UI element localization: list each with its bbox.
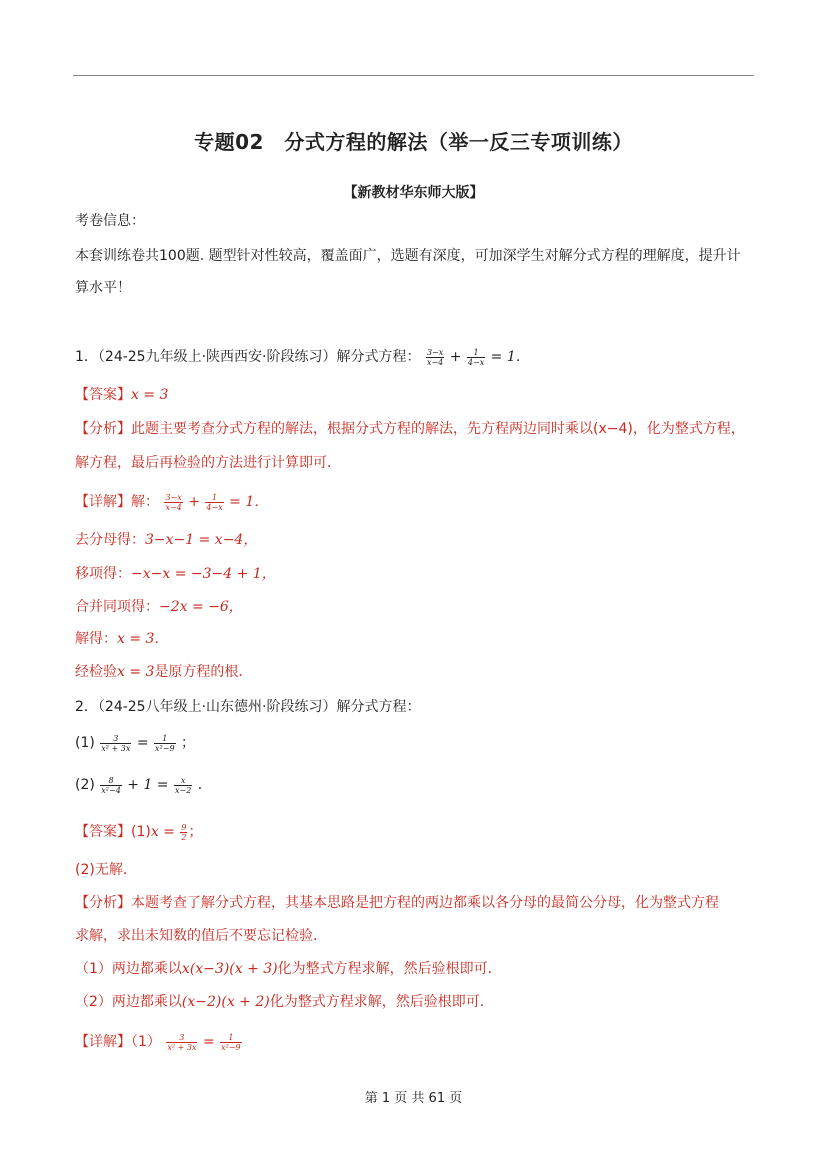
q1-answer: 【答案】x = 3	[75, 387, 169, 403]
q1-stem: 1．（24-25九年级上·陕西西安·阶段练习）解分式方程： $\frac{3-x}{x-4}$ + $\frac{1}{4-x}$ = 1．	[75, 347, 530, 367]
q2-part2: (2) $\frac{8}{\text{x²−4}}$ + 1 = $\frac{x}{x-2}$ ．	[75, 775, 212, 795]
q1-step2: 移项得：−x−x = −3−4 + 1，	[75, 566, 276, 582]
q2-part1: (1) $\frac{3}{\text{x² + 3x}}$ = $\frac{1}{\text{x²−9}}$ ；	[75, 733, 196, 753]
page-title: 专题02 分式方程的解法（举一反三专项训练）	[194, 130, 633, 154]
q1-step1: 去分母得：3−x−1 = x−4，	[75, 532, 258, 548]
q2-answer: 【答案】(1)x = $\frac{9}{2}$ ；	[75, 822, 203, 842]
q1-analysis-line2: 解方程，最后再检验的方法进行计算即可．	[75, 455, 341, 471]
edition-label: 【新教材华东师大版】	[343, 185, 484, 201]
q2-detail: 【详解】（1） $\frac{3}{\text{x² + 3x}}$ = $\frac{1}{\text{x²−9}}$	[75, 1032, 241, 1052]
page-footer: 第 1 页 共 61 页	[364, 1091, 463, 1106]
q1-step4: 解得：x = 3．	[75, 631, 169, 647]
info-desc-line2: 算水平！	[75, 280, 131, 296]
q1-analysis-line1: 【分析】此题主要考查分式方程的解法，根据分式方程的解法，先方程两边同时乘以(x−4)，化为整式方程，	[75, 421, 745, 437]
q1-stem-text: 1．（24-25九年级上·陕西西安·阶段练习）解分式方程：	[75, 349, 421, 365]
q2-analysis-line2: 求解，求出未知数的值后不要忘记检验．	[75, 928, 327, 944]
q1-step3: 合并同项得：−2x = −6，	[75, 599, 243, 615]
q1-fraction-a: $\frac{3-x}{x-4}$	[426, 347, 444, 367]
q2-answer-2: (2)无解．	[75, 862, 137, 878]
q1-step5: 经检验x = 3是原方程的根．	[75, 664, 253, 680]
q1-fraction-b: $\frac{1}{4-x}$	[467, 347, 485, 367]
q2-analysis-line4: （2）两边都乘以(x−2)(x + 2)化为整式方程求解，然后验根即可．	[75, 994, 494, 1010]
q2-stem: 2．（24-25八年级上·山东德州·阶段练习）解分式方程：	[75, 699, 421, 715]
q2-analysis-line1: 【分析】本题考查了解分式方程，其基本思路是把方程的两边都乘以各分母的最简公分母，化为整式方程	[75, 895, 719, 911]
info-heading: 考卷信息：	[75, 213, 145, 229]
q2-analysis-line3: （1）两边都乘以x(x−3)(x + 3)化为整式方程求解，然后验根即可．	[75, 961, 502, 977]
q1-detail: 【详解】解： $\frac{3-x}{x-4}$ + $\frac{1}{4-x}$ = 1．	[75, 492, 269, 512]
info-desc-line1: 本套训练卷共100题. 题型针对性较高，覆盖面广，选题有深度，可加深学生对解分式方程的理解度，提升计	[75, 248, 741, 264]
header-rule	[73, 75, 754, 76]
